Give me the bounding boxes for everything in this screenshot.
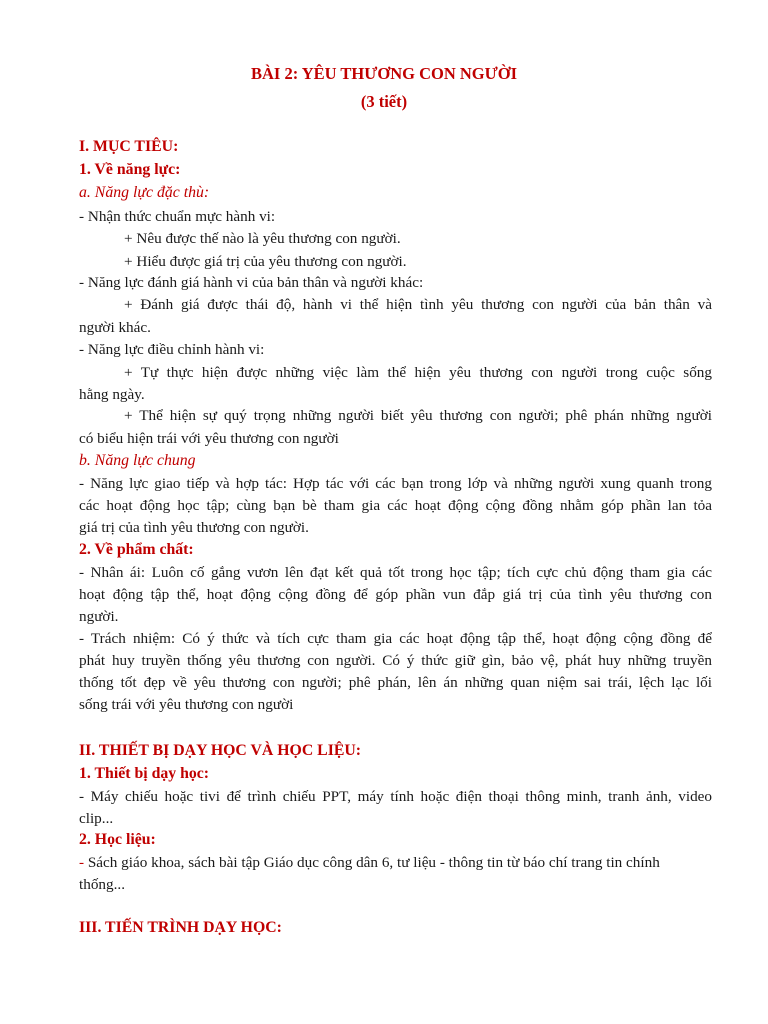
- text-line: - Máy chiếu hoặc tivi để trình chiếu PPT, máy tính hoặc điện thoại thông minh, tranh ảnh, video: [79, 788, 712, 805]
- section-1-sub-1: 1. Về năng lực:: [79, 161, 181, 178]
- text-line: phát huy truyền thống yêu thương con người. Có ý thức giữ gìn, bảo vệ, phát huy những truyền: [79, 652, 712, 669]
- text-line: - Nhân ái: Luôn cố gắng vươn lên đạt kết quả tốt trong học tập; tích cực chủ động tham gia các: [79, 564, 712, 581]
- text-line: giá trị của tình yêu thương con người.: [79, 519, 309, 536]
- text-line: hoạt động tập thể, hoạt động cộng đồng để góp phần vun đắp giá trị của tình yêu thương con: [79, 586, 712, 603]
- text-line: có biểu hiện trái với yêu thương con người: [79, 430, 339, 447]
- list-dash: -: [79, 854, 85, 871]
- section-3-heading: III. TIẾN TRÌNH DẠY HỌC:: [79, 919, 282, 936]
- lesson-title: BÀI 2: YÊU THƯƠNG CON NGƯỜI: [251, 64, 517, 83]
- section-1-heading: I. MỤC TIÊU:: [79, 138, 179, 155]
- text-line: hằng ngày.: [79, 386, 145, 403]
- section-1-sub-2: 2. Về phẩm chất:: [79, 541, 194, 558]
- text-line: thống tốt đẹp về yêu thương con người; phê phán, lên án những quan niệm sai trái, lệch lạc lối: [79, 674, 712, 691]
- text-line: - Năng lực giao tiếp và hợp tác: Hợp tác với các bạn trong lớp và những người xung quanh trong: [79, 475, 712, 492]
- section-2-heading: II. THIẾT BỊ DẠY HỌC VÀ HỌC LIỆU:: [79, 742, 362, 759]
- text-line-content: Sách giáo khoa, sách bài tập Giáo dục công dân 6, tư liệu - thông tin từ báo chí trang tin chính: [84, 854, 660, 871]
- text-line: clip...: [79, 810, 114, 827]
- section-1-sub-1a: a. Năng lực đặc thù:: [79, 184, 210, 201]
- text-line: người.: [79, 608, 119, 625]
- text-line: sống trái với yêu thương con người: [79, 696, 294, 713]
- text-line: + Hiểu được giá trị của yêu thương con người.: [124, 253, 407, 270]
- section-1-sub-1b: b. Năng lực chung: [79, 452, 196, 469]
- text-line: thống...: [79, 876, 125, 893]
- text-line: + Thể hiện sự quý trọng những người biết yêu thương con người; phê phán những người: [124, 407, 712, 424]
- text-line: + Nêu được thế nào là yêu thương con người.: [124, 230, 401, 247]
- text-line: - Năng lực đánh giá hành vi của bản thân và người khác:: [79, 274, 424, 291]
- text-line: + Tự thực hiện được những việc làm thể hiện yêu thương con người trong cuộc sống: [124, 364, 712, 381]
- text-line: - Trách nhiệm: Có ý thức và tích cực tham gia các hoạt động tập thể, hoạt động cộng đồng để: [79, 630, 712, 647]
- section-2-sub-2: 2. Học liệu:: [79, 831, 156, 848]
- lesson-duration: (3 tiết): [360, 92, 408, 111]
- text-line: người khác.: [79, 319, 151, 336]
- text-line: - Nhận thức chuẩn mực hành vi:: [79, 208, 276, 225]
- section-2-sub-1: 1. Thiết bị dạy học:: [79, 765, 210, 782]
- text-line: các hoạt động học tập; cùng bạn bè tham gia các hoạt động cộng đồng nhằm góp phần lan tỏa: [79, 497, 712, 514]
- text-line: - Năng lực điều chỉnh hành vi:: [79, 341, 265, 358]
- text-line: + Đánh giá được thái độ, hành vi thể hiện tình yêu thương con người của bản thân và: [124, 296, 712, 313]
- text-line: [79, 853, 660, 873]
